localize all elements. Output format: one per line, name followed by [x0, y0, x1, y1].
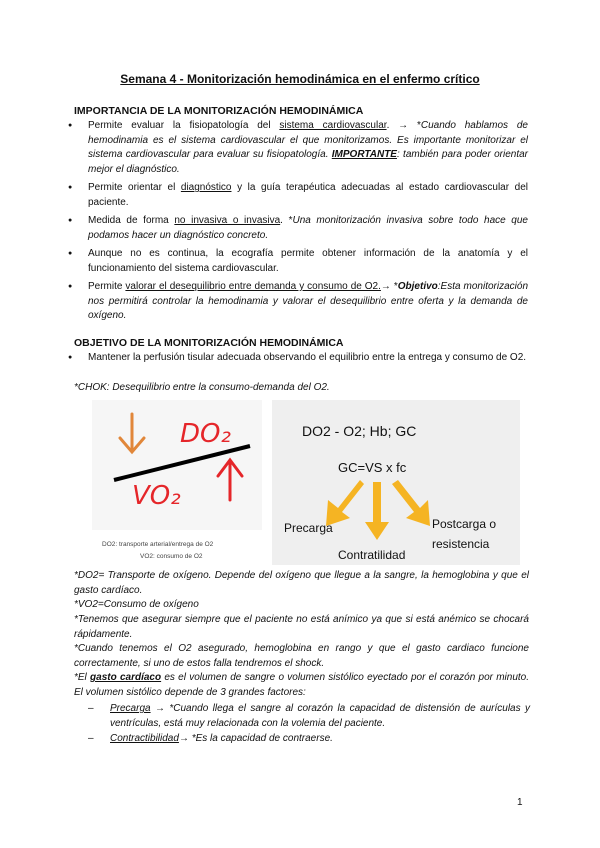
page-title: Semana 4 - Monitorización hemodinámica en el enfermo crítico [120, 72, 480, 86]
do2-label: DO₂ [180, 419, 231, 449]
section-heading-objetivo: OBJETIVO DE LA MONITORIZACIÓN HEMODINÁMICA [74, 337, 344, 349]
down-arrow-icon [120, 414, 144, 452]
note-do2: *DO2= Transporte de oxígeno. Depende del oxígeno que llegue a la sangre, la hemoglobina y que el gasto cardíaco. [74, 570, 529, 596]
note-vo2: *VO2=Consumo de oxígeno [74, 599, 199, 610]
objective-list [88, 351, 528, 370]
left-arrow-icon [326, 480, 364, 526]
gasto-cardiaco-figure [272, 400, 520, 565]
section-heading-importancia: IMPORTANCIA DE LA MONITORIZACIÓN HEMODINÁMICA [74, 105, 364, 117]
right-arrow-icon [392, 480, 430, 526]
list-item: ● Aunque no es continua, la ecografía permite obtener información de la anatomía y el funcionamiento del sistema cardiovascular. [88, 247, 528, 276]
list-item: – Contractibilidad→ *Es la capacidad de contraerse. [110, 732, 530, 747]
figure-line-2: GC=VS x fc [338, 460, 407, 475]
postcarga-label-1: Postcarga o [432, 517, 497, 531]
figure-line-1: DO2 - O2; Hb; GC [302, 423, 417, 439]
note-shock: *Cuando tenemos el O2 asegurado, hemoglobina en rango y que el gasto cardiaco funcione correctamente, si uno de estos falla tendremos el shock. [74, 643, 529, 669]
up-arrow-icon [218, 460, 242, 500]
center-arrow-icon [365, 482, 389, 540]
do2-vo2-figure [92, 400, 262, 565]
list-item: ● Permite valorar el desequilibrio entre demanda y consumo de O2.→ *Objetivo:Esta monitorización nos permitirá controlar la hemodinamia y valorar el desequilibrio entre oferta y la demanda de oxígeno. [88, 280, 528, 324]
chok-note: *CHOK: Desequilibrio entre la consumo-demanda del O2. [74, 382, 330, 393]
figure-caption-1: DO2: transporte arterial/entrega de O2 [102, 541, 214, 548]
page-number: 1 [517, 797, 523, 808]
note-anemia: *Tenemos que asegurar siempre que el paciente no está anímico ya que si está anémico se chocará rápidamente. [74, 614, 529, 640]
list-item: ● Permite orientar el diagnóstico y la guía terapéutica adecuadas al estado cardiovascular del paciente. [88, 181, 528, 210]
note-gasto-cardiaco: *El gasto cardíaco es el volumen de sangre o volumen sistólico eyectado por el corazón por minuto. El volumen sistólico depende de 3 grandes factores: [74, 672, 530, 698]
list-item: ● Medida de forma no invasiva o invasiva. *Una monitorización invasiva sobre todo hace que podamos hacer un diagnóstico concreto. [88, 214, 528, 243]
factors-list [110, 702, 530, 748]
list-item: ● Mantener la perfusión tisular adecuada observando el equilibrio entre la entrega y consumo de O2. [88, 351, 528, 366]
list-item: – Precarga → *Cuando llega el sangre al corazón la capacidad de distensión de aurículas y ventrículas, está muy relacionada con la volemia del paciente. [110, 702, 530, 731]
vo2-label: VO₂ [132, 481, 181, 511]
importance-list [88, 119, 528, 328]
contratilidad-label: Contratilidad [338, 548, 406, 562]
figure-caption-2: VO2: consumo de O2 [140, 553, 203, 560]
list-item: ● Permite evaluar la fisiopatología del sistema cardiovascular. → *Cuando hablamos de hemodinamia es el sistema cardiovascular el que monitorizamos. Es importante monitorizar el sistema cardiovascular para evaluar su fisiopatología. IMPORTANTE: también para poder orientar mejor el diagnóstico. [88, 119, 528, 177]
postcarga-label-2: resistencia [432, 537, 490, 551]
precarga-label: Precarga [284, 521, 333, 535]
